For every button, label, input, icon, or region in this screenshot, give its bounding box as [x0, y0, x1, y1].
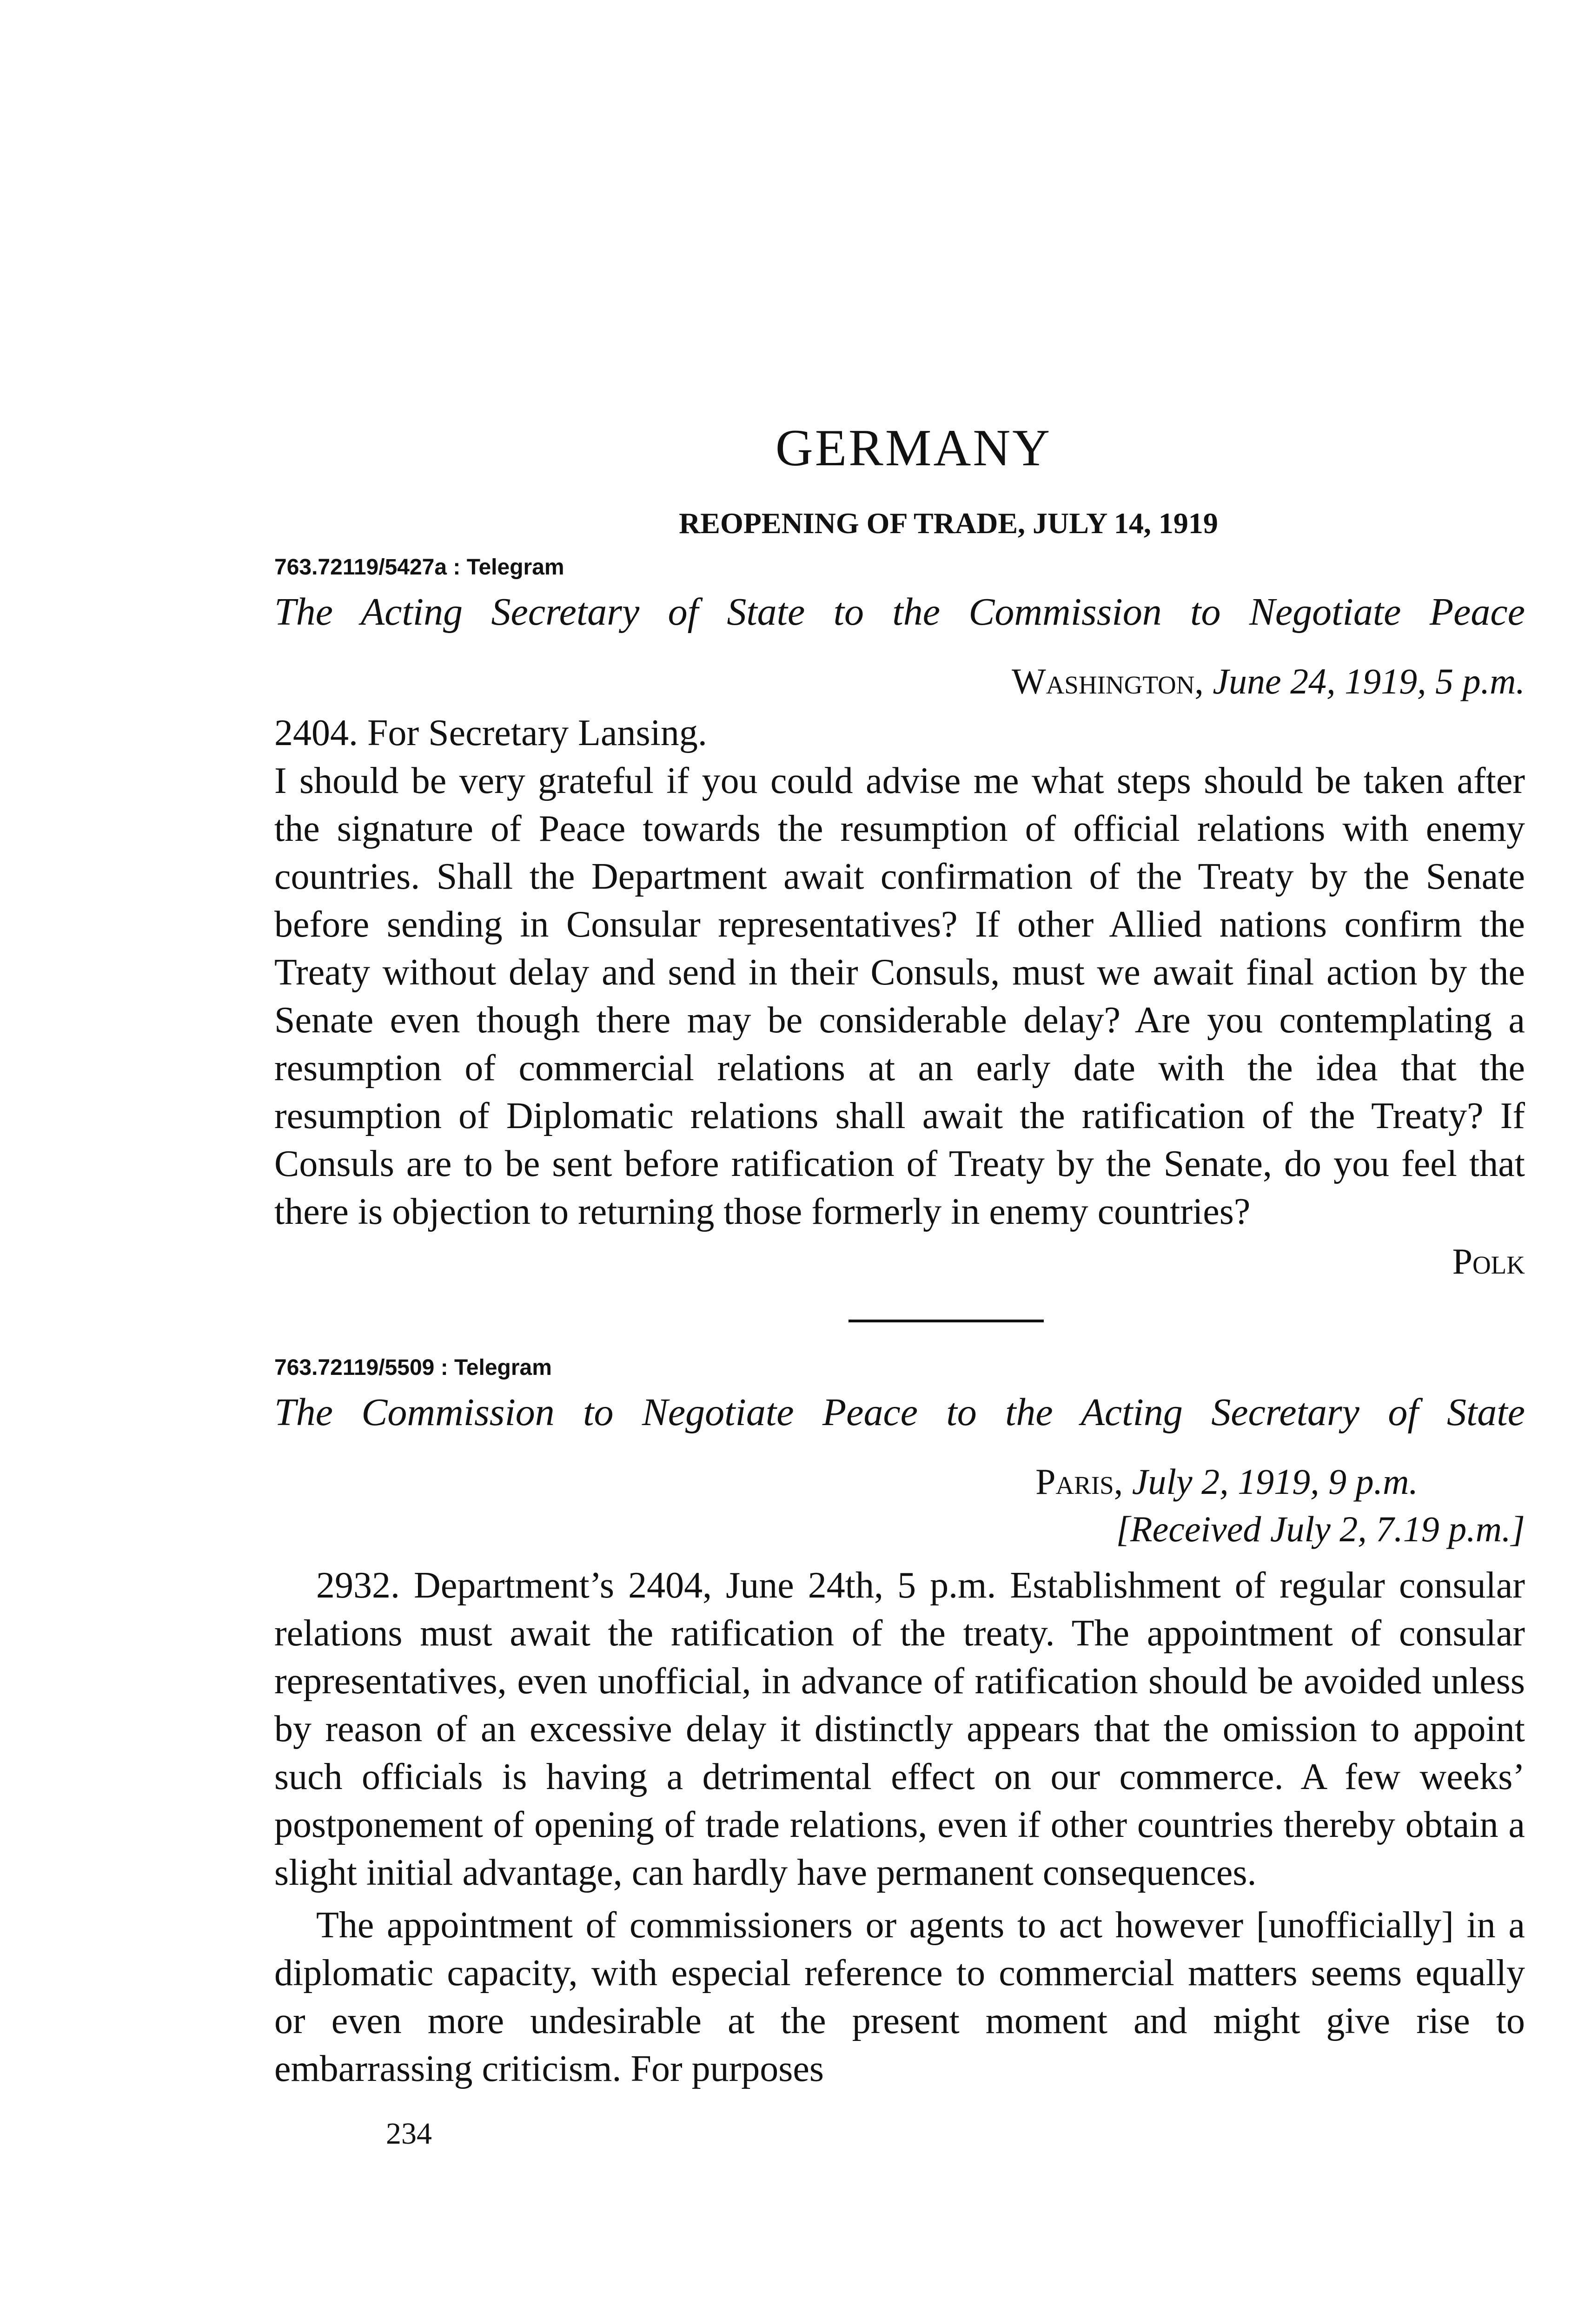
received-text: [Received July 2, 7.19 p.m.] [1116, 1508, 1525, 1549]
paragraph: 2932. Department’s 2404, June 24th, 5 p.m. Establishment of regular consular relations must await the ratification of the treaty. The appointment of consular representatives, even unofficial, in advance of ratification should be avoided unless by reason of an excessive delay it distinctly appears that the omission to appoint such officials is having a detrimental effect on our commerce. A few weeks’ postponement of opening of trade relations, even if other countries thereby obtain a slight initial advantage, can hardly have permanent consequences. [274, 1565, 1525, 1894]
paragraph: 2404. For Secretary Lansing. [274, 713, 707, 754]
paragraph: I should be very grateful if you could advise me what steps should be taken after the signature of Peace towards the resumption of official relations with enemy countries. Shall the Department await confirmation of the Treaty by the Senate before sending in Consular representatives? If other Allied nations confirm the Treaty without delay and send in their Consuls, must we await final action by the Senate even though there may be considerable delay? Are you contemplating a resumption of commercial relations at an early date with the idea that the resumption of Diplomatic relations shall await the ratification of the Treaty? If Consuls are to be sent before ratification of Treaty by the Senate, do you feel that there is objection to returning those formerly in enemy countries? [274, 760, 1525, 1233]
telegram-heading: The Commission to Negotiate Peace to the Acting Secretary of State [274, 1391, 1525, 1434]
section-divider [848, 1320, 1044, 1322]
dateline [274, 1458, 1525, 1505]
dateline [274, 658, 1525, 705]
dateline-place: Paris, [1035, 1461, 1123, 1502]
page-number: 234 [386, 2117, 432, 2151]
dateline-date: July 2, 1919, 9 p.m. [1132, 1461, 1418, 1502]
section-subtitle: REOPENING OF TRADE, JULY 14, 1919 [679, 507, 1218, 540]
file-reference: 763.72119/5509 : Telegram [274, 1355, 552, 1380]
telegram-2 [274, 1355, 1525, 2093]
dateline-date: June 24, 1919, 5 p.m. [1213, 661, 1525, 701]
page-title: GERMANY [775, 419, 1052, 477]
telegram-heading: The Acting Secretary of State to the Commission to Negotiate Peace [274, 590, 1525, 634]
paragraph: The appointment of commissioners or agents to act however [unofficially] in a diplomatic capacity, with especial reference to commercial matters seems equally or even more undesirable at the present moment and might give rise to embarrassing criticism. For purposes [274, 1905, 1525, 2090]
document-page [274, 418, 1525, 2152]
dateline-place: Washington, [1011, 661, 1204, 701]
signature: Polk [1452, 1241, 1525, 1282]
file-reference: 763.72119/5427a : Telegram [274, 555, 564, 580]
telegram-1 [274, 555, 1525, 1282]
received-note [274, 1505, 1525, 1552]
